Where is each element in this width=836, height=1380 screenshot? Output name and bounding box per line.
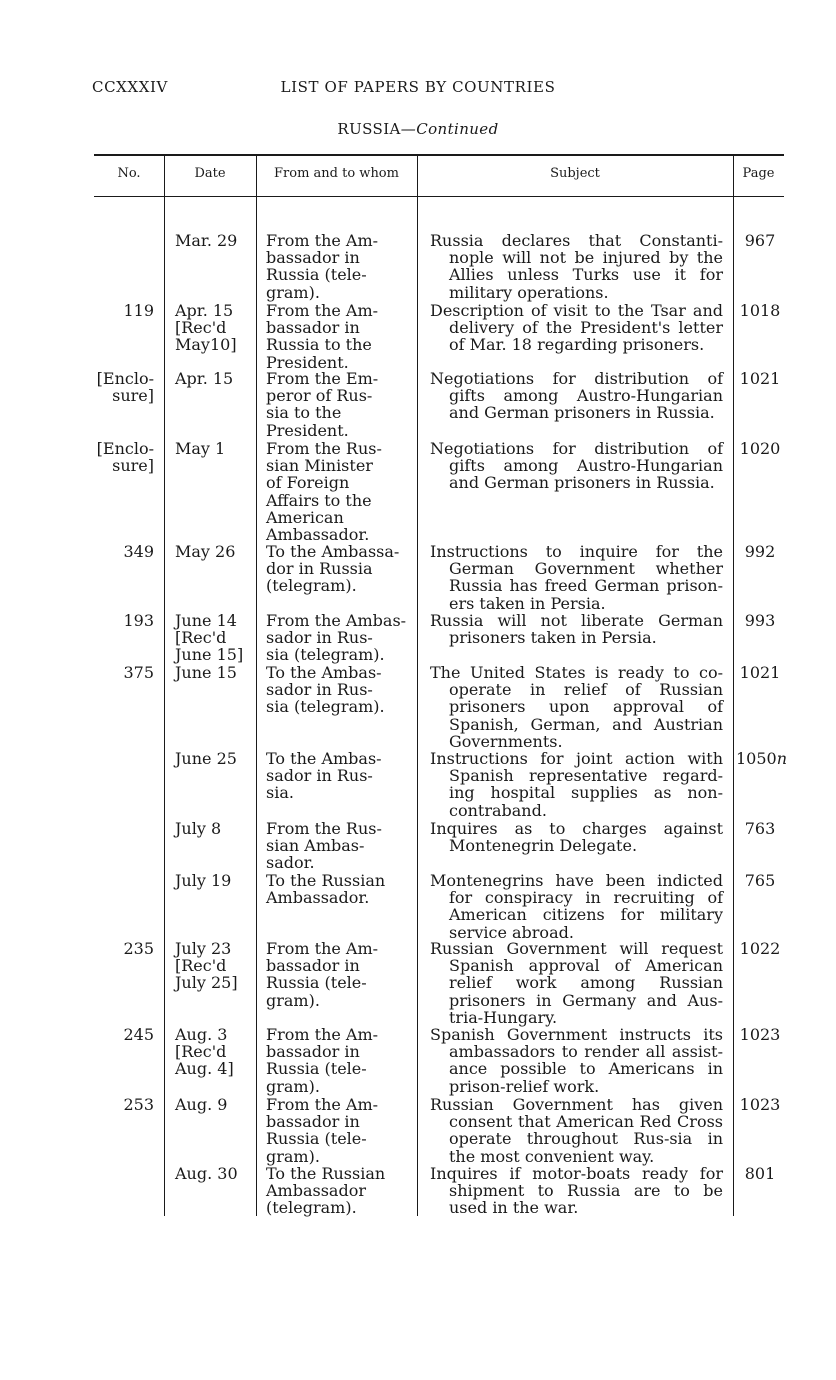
entry-subject xyxy=(430,543,723,612)
entry-page: 967 xyxy=(744,231,776,250)
entry-from: To the Ambassa- dor in Russia (telegram). xyxy=(266,542,400,596)
column-divider xyxy=(256,154,257,1216)
column-header-subject: Subject xyxy=(550,166,600,181)
entry-number: [Enclo- sure] xyxy=(96,369,154,406)
entry-date: Aug. 30 xyxy=(175,1164,238,1183)
entry-number: 119 xyxy=(123,301,154,320)
entry-date: May 1 xyxy=(175,439,226,458)
entry-from: From the Rus- sian Minister of Foreign Affairs to the American Ambassador. xyxy=(266,439,382,545)
entry-date: July 23 [Rec'd July 25] xyxy=(175,939,238,993)
entry-subject xyxy=(430,1165,723,1217)
entry-number: [Enclo- sure] xyxy=(96,439,154,476)
column-divider xyxy=(417,154,418,1216)
entry-from: To the Ambas- sador in Rus- sia. xyxy=(266,749,382,803)
entry-subject xyxy=(430,872,723,941)
entry-subject-text: Inquires as to charges against Montenegrin Delegate. xyxy=(430,819,723,856)
column-header-from: From and to whom xyxy=(274,166,399,181)
entry-number: 235 xyxy=(123,939,154,958)
entry-page: 1018 xyxy=(739,301,781,320)
entry-subject xyxy=(430,612,723,646)
entry-page: 763 xyxy=(744,819,776,838)
entry-subject-text: Montenegrins have been indicted for conspiracy in recruiting of American citizens for military service abroad. xyxy=(430,871,723,942)
column-divider xyxy=(164,154,165,1216)
entry-from: From the Rus- sian Ambas- sador. xyxy=(266,819,382,873)
entry-date: Apr. 15 [Rec'd May10] xyxy=(175,301,237,355)
entry-date: Aug. 9 xyxy=(175,1095,228,1114)
entry-from: To the Ambas- sador in Rus- sia (telegram). xyxy=(266,663,385,717)
table-top-rule xyxy=(94,154,784,156)
entry-page: 1020 xyxy=(739,439,781,458)
entry-from: To the Russian Ambassador (telegram). xyxy=(266,1164,386,1218)
entry-subject xyxy=(430,750,723,819)
entry-from: From the Am- bassador in Russia (tele- gram). xyxy=(266,1025,379,1096)
entry-from: From the Am- bassador in Russia (tele- gram). xyxy=(266,939,379,1010)
entry-subject xyxy=(430,1026,723,1095)
page-number: CCXXXIV xyxy=(92,78,168,96)
entry-subject-text: Russian Government will request Spanish approval of American relief work among Russian prisoners in Germany and Aus-tria-Hungary. xyxy=(430,939,723,1027)
entry-subject xyxy=(430,940,723,1026)
entry-page: 1023 xyxy=(739,1095,781,1114)
entry-page: 765 xyxy=(744,871,776,890)
entry-subject-text: Instructions to inquire for the German Government whether Russia has freed German prison-ers taken in Persia. xyxy=(430,542,723,613)
entry-date: Aug. 3 [Rec'd Aug. 4] xyxy=(175,1025,234,1079)
entry-subject-text: Instructions for joint action with Spanish representative regard-ing hospital supplies as non-contraband. xyxy=(430,749,723,820)
section-title xyxy=(0,120,836,138)
entry-number: 193 xyxy=(123,611,154,630)
entry-from: From the Ambas- sador in Rus- sia (telegram). xyxy=(266,611,407,665)
entry-from: From the Am- bassador in Russia (tele- gram). xyxy=(266,231,379,302)
entry-date: June 15 xyxy=(175,663,237,682)
entry-number: 245 xyxy=(123,1025,154,1044)
entry-date: June 14 [Rec'd June 15] xyxy=(175,611,244,665)
entry-subject xyxy=(430,1096,723,1165)
entry-number: 349 xyxy=(123,542,154,561)
entry-subject-text: Negotiations for distribution of gifts among Austro-Hungarian and German prisoners in Russia. xyxy=(430,369,723,423)
entry-page: 1021 xyxy=(739,369,781,388)
column-header-no: No. xyxy=(117,166,141,181)
entry-subject-text: Negotiations for distribution of gifts among Austro-Hungarian and German prisoners in Russia. xyxy=(430,439,723,493)
column-header-page: Page xyxy=(742,166,775,181)
entry-from: From the Em- peror of Rus- sia to the President. xyxy=(266,369,379,440)
entry-subject-text: Russia will not liberate German prisoners taken in Persia. xyxy=(430,611,723,648)
entry-subject xyxy=(430,820,723,854)
table-header-rule xyxy=(94,196,784,197)
country-name: RUSSIA xyxy=(337,120,401,138)
entry-from: From the Am- bassador in Russia (tele- gram). xyxy=(266,1095,379,1166)
entry-subject-text: Spanish Government instructs its ambassadors to render all assist-ance possible to Americans in prison-relief work. xyxy=(430,1025,723,1096)
entry-date: May 26 xyxy=(175,542,236,561)
entry-date: July 19 xyxy=(175,871,232,890)
entry-subject xyxy=(430,664,723,750)
entry-date: July 8 xyxy=(175,819,222,838)
entry-subject-text: Russia declares that Constanti-nople will not be injured by the Allies unless Turks use it for military operations. xyxy=(430,231,723,302)
entry-subject xyxy=(430,302,723,354)
entry-subject-text: The United States is ready to co-operate in relief of Russian prisoners upon approval of Spanish, German, and Austrian Governments. xyxy=(430,663,723,751)
page-suffix: n xyxy=(776,749,788,768)
page-title: LIST OF PAPERS BY COUNTRIES xyxy=(280,78,556,96)
column-divider xyxy=(733,154,734,1216)
entry-page: 992 xyxy=(744,542,776,561)
entry-subject xyxy=(430,370,723,422)
entry-subject-text: Description of visit to the Tsar and delivery of the President's letter of Mar. 18 regarding prisoners. xyxy=(430,301,723,355)
continued-label: —Continued xyxy=(400,120,499,138)
entry-subject xyxy=(430,232,723,301)
entry-date: Mar. 29 xyxy=(175,231,238,250)
entry-date: Apr. 15 xyxy=(175,369,234,388)
entry-number: 253 xyxy=(123,1095,154,1114)
entry-page: 993 xyxy=(744,611,776,630)
entry-page: 1021 xyxy=(739,663,781,682)
column-header-date: Date xyxy=(194,166,226,181)
entry-page: 1022 xyxy=(739,939,781,958)
entry-page: 1023 xyxy=(739,1025,781,1044)
entry-page: 1050n xyxy=(736,749,788,768)
entry-subject-text: Inquires if motor-boats ready for shipment to Russia are to be used in the war. xyxy=(430,1164,723,1218)
entry-subject xyxy=(430,440,723,492)
entry-from: From the Am- bassador in Russia to the President. xyxy=(266,301,379,372)
entry-number: 375 xyxy=(123,663,154,682)
entry-page: 801 xyxy=(744,1164,776,1183)
entry-date: June 25 xyxy=(175,749,237,768)
entry-from: To the Russian Ambassador. xyxy=(266,871,386,908)
entry-subject-text: Russian Government has given consent that American Red Cross operate throughout Rus-sia in the most convenient way. xyxy=(430,1095,723,1166)
